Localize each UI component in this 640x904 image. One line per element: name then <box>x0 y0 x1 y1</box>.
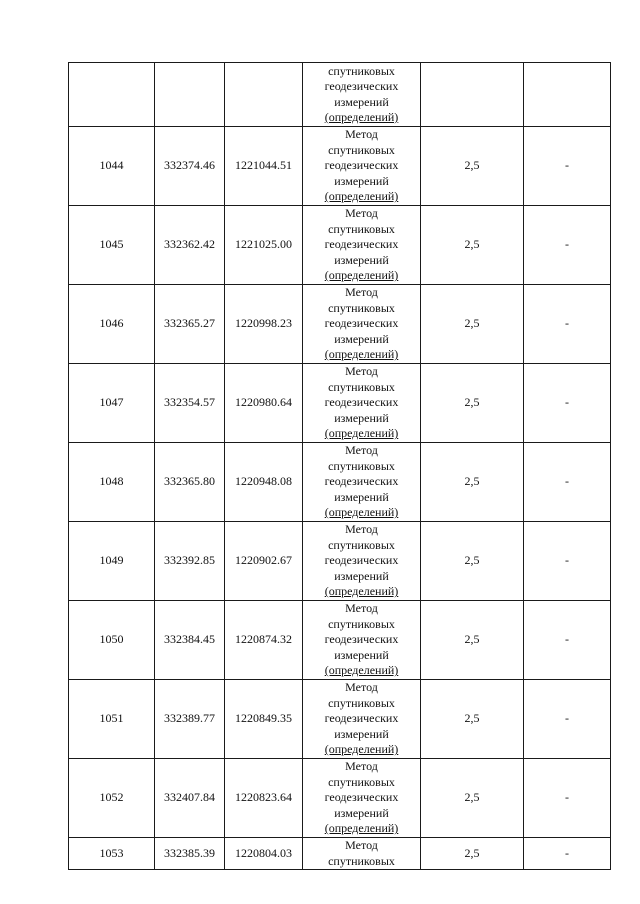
method-line: (определений) <box>324 268 399 283</box>
point-number-cell: 1049 <box>69 522 155 601</box>
table-row <box>69 127 611 206</box>
method-line: геодезических <box>324 553 399 568</box>
coordinate-x-cell: 332365.80 <box>155 443 225 522</box>
method-line: (определений) <box>324 584 399 599</box>
method-line: измерений <box>334 489 389 504</box>
method-line: измерений <box>334 410 389 425</box>
method-line: Метод <box>345 759 378 774</box>
table-row <box>69 601 611 680</box>
point-number-cell: 1053 <box>69 838 155 870</box>
point-number-cell: 1045 <box>69 206 155 285</box>
point-number-cell: 1048 <box>69 443 155 522</box>
note-cell: - <box>524 601 611 680</box>
note-cell: - <box>524 838 611 870</box>
note-cell: - <box>524 285 611 364</box>
coordinate-y-cell: 1220804.03 <box>225 838 303 870</box>
table-row <box>69 522 611 601</box>
accuracy-cell <box>421 63 524 127</box>
accuracy-cell: 2,5 <box>421 443 524 522</box>
table-row <box>69 206 611 285</box>
method-line: Метод <box>345 285 378 300</box>
method-cell <box>303 601 421 680</box>
coordinate-y-cell: 1220948.08 <box>225 443 303 522</box>
coordinate-x-cell: 332354.57 <box>155 364 225 443</box>
method-line: измерений <box>334 173 389 188</box>
coordinate-y-cell: 1220849.35 <box>225 680 303 759</box>
coordinate-y-cell: 1220823.64 <box>225 759 303 838</box>
accuracy-cell: 2,5 <box>421 127 524 206</box>
method-cell <box>303 285 421 364</box>
point-number-cell: 1052 <box>69 759 155 838</box>
point-number-cell: 1051 <box>69 680 155 759</box>
method-cell <box>303 759 421 838</box>
note-cell: - <box>524 680 611 759</box>
method-line: измерений <box>334 252 389 267</box>
coordinate-x-cell: 332407.84 <box>155 759 225 838</box>
note-cell: - <box>524 364 611 443</box>
method-line: измерений <box>334 94 389 109</box>
coordinate-x-cell <box>155 63 225 127</box>
accuracy-cell: 2,5 <box>421 759 524 838</box>
method-line: спутниковых <box>328 142 395 157</box>
method-line: геодезических <box>324 395 399 410</box>
coordinate-y-cell: 1220980.64 <box>225 364 303 443</box>
method-line: спутниковых <box>328 63 395 78</box>
method-cell <box>303 680 421 759</box>
note-cell: - <box>524 127 611 206</box>
method-line: геодезических <box>324 79 399 93</box>
note-cell: - <box>524 522 611 601</box>
coordinate-x-cell: 332389.77 <box>155 680 225 759</box>
method-cell <box>303 838 421 870</box>
method-line: спутниковых <box>328 774 395 789</box>
method-line: геодезических <box>324 711 399 726</box>
method-line: спутниковых <box>328 537 395 552</box>
method-line: (определений) <box>324 110 399 124</box>
method-cell <box>303 206 421 285</box>
method-line: Метод <box>345 838 378 852</box>
accuracy-cell: 2,5 <box>421 522 524 601</box>
method-cell <box>303 63 421 127</box>
accuracy-cell: 2,5 <box>421 206 524 285</box>
coordinate-y-cell: 1221025.00 <box>225 206 303 285</box>
table-row <box>69 63 611 127</box>
method-line: геодезических <box>324 316 399 331</box>
method-line: Метод <box>345 443 378 458</box>
method-cell <box>303 443 421 522</box>
method-line: спутниковых <box>328 616 395 631</box>
table-row <box>69 364 611 443</box>
point-number-cell: 1046 <box>69 285 155 364</box>
method-line: измерений <box>334 331 389 346</box>
method-line: геодезических <box>324 237 399 252</box>
method-line: измерений <box>334 568 389 583</box>
coordinate-y-cell: 1220874.32 <box>225 601 303 680</box>
method-line: геодезических <box>324 158 399 173</box>
coordinate-x-cell: 332374.46 <box>155 127 225 206</box>
accuracy-cell: 2,5 <box>421 285 524 364</box>
method-line: спутниковых <box>328 300 395 315</box>
point-number-cell: 1050 <box>69 601 155 680</box>
table-row <box>69 838 611 870</box>
coordinate-y-cell <box>225 63 303 127</box>
note-cell <box>524 63 611 127</box>
method-line: Метод <box>345 364 378 379</box>
table-row <box>69 285 611 364</box>
method-line: (определений) <box>324 347 399 362</box>
note-cell: - <box>524 759 611 838</box>
method-line: геодезических <box>324 474 399 489</box>
method-line: спутниковых <box>328 379 395 394</box>
method-line: Метод <box>345 680 378 695</box>
coordinate-x-cell: 332385.39 <box>155 838 225 870</box>
point-number-cell: 1044 <box>69 127 155 206</box>
coordinate-y-cell: 1220998.23 <box>225 285 303 364</box>
point-number-cell <box>69 63 155 127</box>
method-line: геодезических <box>324 632 399 647</box>
table-row <box>69 759 611 838</box>
method-line: спутниковых <box>328 695 395 710</box>
method-line: спутниковых <box>328 221 395 236</box>
method-line: (определений) <box>324 663 399 678</box>
method-line: Метод <box>345 601 378 616</box>
method-cell <box>303 522 421 601</box>
method-line: (определений) <box>324 505 399 520</box>
method-cell <box>303 127 421 206</box>
method-cell <box>303 364 421 443</box>
note-cell: - <box>524 206 611 285</box>
coordinate-x-cell: 332392.85 <box>155 522 225 601</box>
accuracy-cell: 2,5 <box>421 364 524 443</box>
table-row <box>69 680 611 759</box>
accuracy-cell: 2,5 <box>421 601 524 680</box>
accuracy-cell: 2,5 <box>421 838 524 870</box>
coordinate-x-cell: 332365.27 <box>155 285 225 364</box>
method-line: геодезических <box>324 790 399 805</box>
coordinate-x-cell: 332362.42 <box>155 206 225 285</box>
point-number-cell: 1047 <box>69 364 155 443</box>
coordinate-y-cell: 1221044.51 <box>225 127 303 206</box>
method-line: спутниковых <box>328 853 395 868</box>
method-line: Метод <box>345 127 378 142</box>
method-line: спутниковых <box>328 458 395 473</box>
method-line: (определений) <box>324 426 399 441</box>
method-line: (определений) <box>324 821 399 836</box>
table-row <box>69 443 611 522</box>
method-line: измерений <box>334 726 389 741</box>
table-body <box>69 63 611 870</box>
method-line: Метод <box>345 206 378 221</box>
method-line: (определений) <box>324 742 399 757</box>
coordinates-table <box>68 62 611 870</box>
method-line: измерений <box>334 805 389 820</box>
coordinate-x-cell: 332384.45 <box>155 601 225 680</box>
note-cell: - <box>524 443 611 522</box>
coordinate-y-cell: 1220902.67 <box>225 522 303 601</box>
method-line: Метод <box>345 522 378 537</box>
method-line: измерений <box>334 647 389 662</box>
method-line: (определений) <box>324 189 399 204</box>
accuracy-cell: 2,5 <box>421 680 524 759</box>
